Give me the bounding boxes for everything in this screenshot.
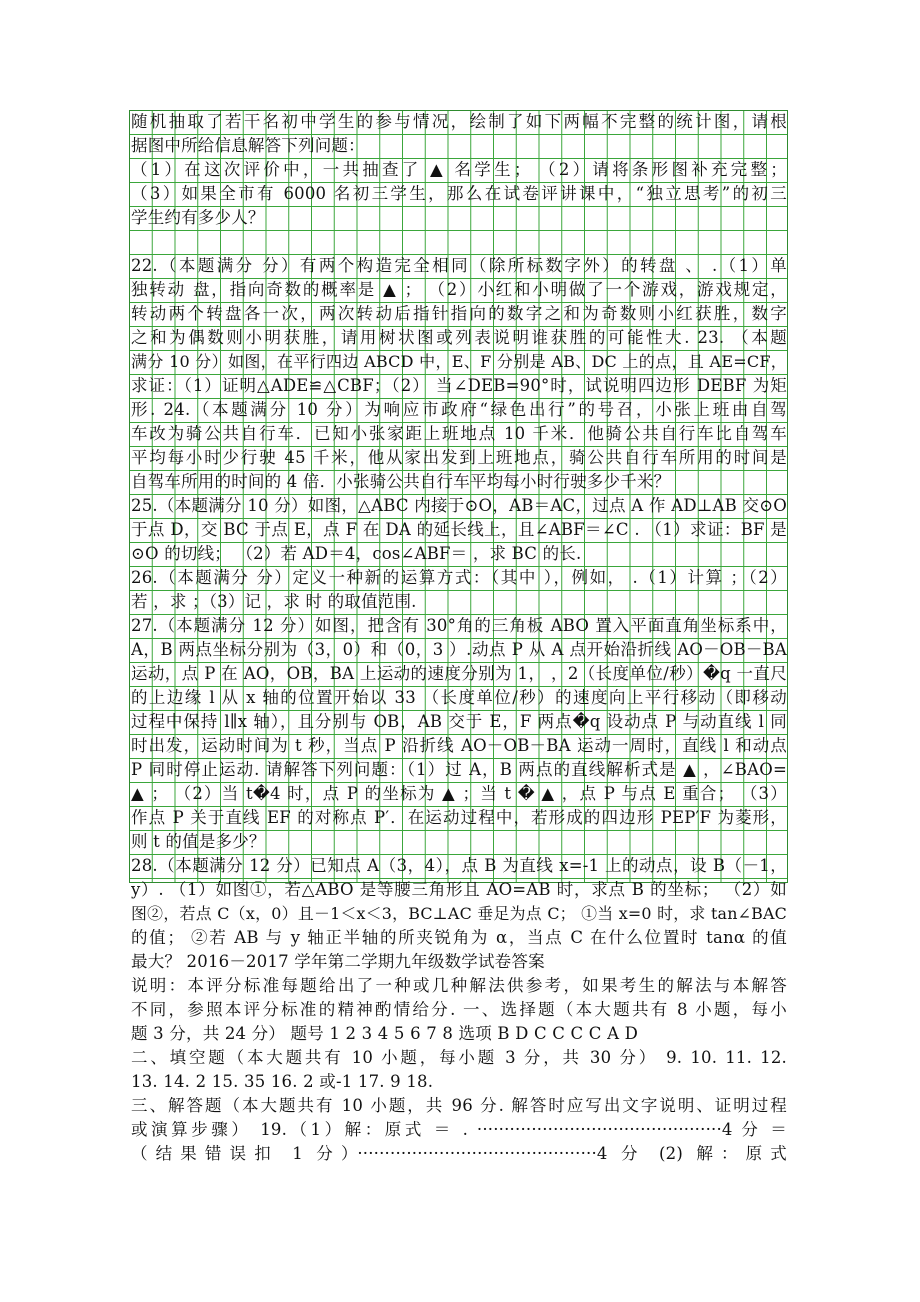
text-line: 27.（本题满分 12 分）如图，把含有 30°角的三角板 ABO 置入平面直角坐标系中， [131, 616, 787, 635]
text-line: 学生约有多少人？ [131, 208, 265, 227]
text-line: 说明：本评分标准每题给出了一种或几种解法供参考，如果考生的解法与本解答 [131, 976, 787, 995]
text-line: 平均每小时少行驶 45 千米，他从家出发到上班地点，骑公共自行车所用的时间是 [131, 448, 787, 467]
text-line: 25.（本题满分 10 分）如图，△ABC 内接于⊙O，AB＝AC，过点 A 作 AD⊥AB 交⊙O [131, 496, 787, 515]
text-line: 运动，点 P 在 AO，OB，BA 上运动的速度分别为 1， ，2（长度单位/秒）�q 一直尺 [131, 664, 787, 683]
text-line: ⊙O 的切线； （2）若 AD＝4，cos∠ABF＝ ，求 BC 的长. [131, 544, 582, 563]
text-line: 车改为骑公共自行车．已知小张家距上班地点 10 千米．他骑公共自行车比自驾车 [131, 424, 787, 443]
text-line: ▲ ； （2）当 t�4 时，点 P 的坐标为 ▲ ；当 t � ▲ ，点 P 与点 E 重合； （3） [131, 784, 787, 803]
text-line: 自驾车所用的时间的 4 倍．小张骑公共自行车平均每小时行驶多少千米？ [131, 472, 671, 491]
text-line: （3）如果全市有 6000 名初三学生，那么在试卷评讲课中，“独立思考”的初三 [131, 184, 787, 203]
text-line: 不同，参照本评分标准的精神酌情给分. 一、选择题（本大题共有 8 小题，每小 [131, 1000, 787, 1019]
text-line: 28.（本题满分 12 分）已知点 A（3，4），点 B 为直线 x=-1 上的动点，设 B（－1， [131, 856, 787, 875]
text-line: P 同时停止运动. 请解答下列问题：（1）过 A，B 两点的直线解析式是 ▲ ，∠BAO= [131, 760, 787, 779]
text-line: 过程中保持 l∥x 轴），且分别与 OB，AB 交于 E，F 两点�q 设动点 P 与动直线 l 同 [131, 712, 787, 731]
text-line: A，B 两点坐标分别为（3，0）和（0，3 ）.动点 P 从 A 点开始沿折线 AO－OB－BA [131, 640, 787, 659]
text-line: 图②，若点 C（x，0）且－1＜x＜3，BC⊥AC 垂足为点 C； ①当 x=0 时，求 tan∠BAC [131, 904, 787, 923]
text-line: 若 ，求 ；（3）记 ，求 时 的取值范围. [131, 592, 417, 611]
text-line: 的值； ②若 AB 与 y 轴正半轴的所夹锐角为 α，当点 C 在什么位置时 tanα 的值 [131, 928, 787, 947]
text-line: 之和为偶数则小明获胜，请用树状图或列表说明谁获胜的可能性大. 23. （本题 [131, 328, 787, 347]
text-line: 最大？ 2016－2017 学年第二学期九年级数学试卷答案 [131, 952, 545, 971]
text-line: 独转动 盘，指向奇数的概率是 ▲ ； （2）小红和小明做了一个游戏，游戏规定， [131, 280, 787, 299]
text-line: （结果错误扣 1 分）············································4 分 (2) 解：原式 [131, 1144, 787, 1163]
text-line: 于点 D，交 BC 于点 E，点 F 在 DA 的延长线上，且∠ABF＝∠C . （1）求证：BF 是 [131, 520, 787, 539]
text-line: 时出发，运动时间为 t 秒，当点 P 沿折线 AO－OB－BA 运动一周时，直线 l 和动点 [131, 736, 787, 755]
text-line: 满分 10 分）如图，在平行四边 ABCD 中，E、F 分别是 AB、DC 上的点，且 AE=CF， [131, 352, 787, 371]
text-line: 13. 14. 2 15. 35 16. 2 或-1 17. 9 18. [131, 1072, 434, 1091]
text-line: 随机抽取了若干名初中学生的参与情况，绘制了如下两幅不完整的统计图，请根 [131, 112, 787, 131]
text-line: 作点 P 关于直线 EF 的对称点 P′．在运动过程中，若形成的四边形 PEP′F 为菱形， [131, 808, 787, 827]
text-line: 转动两个转盘各一次，两次转动后指针指向的数字之和为奇数则小红获胜，数字 [131, 304, 787, 323]
text-line: （1）在这次评价中，一共抽查了 ▲ 名学生； （2）请将条形图补充完整； [131, 160, 787, 179]
text-line: 22.（本题满分 分）有两个构造完全相同（除所标数字外）的转盘 、 .（1）单 [131, 256, 787, 275]
text-line: 则 t 的值是多少？ [131, 832, 266, 851]
text-line: 二、填空题（本大题共有 10 小题，每小题 3 分，共 30 分） 9. 10. 11. 12. [131, 1048, 787, 1067]
text-line: 据图中所给信息解答下列问题： [131, 136, 365, 155]
document-body [131, 110, 787, 1166]
text-line: 题 3 分，共 24 分） 题号 1 2 3 4 5 6 7 8 选项 B D C C C C A D [131, 1024, 639, 1043]
text-line: 26.（本题满分 分）定义一种新的运算方式：（其中 ），例如， .（1）计算 ；（2） [131, 568, 787, 587]
text-line: y）. （1）如图①，若△ABO 是等腰三角形且 AO=AB 时，求点 B 的坐标； （2）如 [131, 880, 787, 899]
text-line: 三、解答题（本大题共有 10 小题，共 96 分. 解答时应写出文字说明、证明过程 [131, 1096, 787, 1115]
text-line: 的上边缘 l 从 x 轴的位置开始以 33 （长度单位/秒）的速度向上平行移动（即移动 [131, 688, 787, 707]
text-line: 形. 24.（本题满分 10 分）为响应市政府“绿色出行”的号召，小张上班由自驾 [131, 400, 787, 419]
text-line [131, 230, 787, 254]
text-line: 求证：（1）证明△ADE≌△CBF；（2） 当∠DEB=90°时，试说明四边形 DEBF 为矩 [131, 376, 787, 395]
text-line: 或演算步骤） 19.（1）解：原式 ＝ . ·············································4 分 ＝ [131, 1120, 787, 1139]
